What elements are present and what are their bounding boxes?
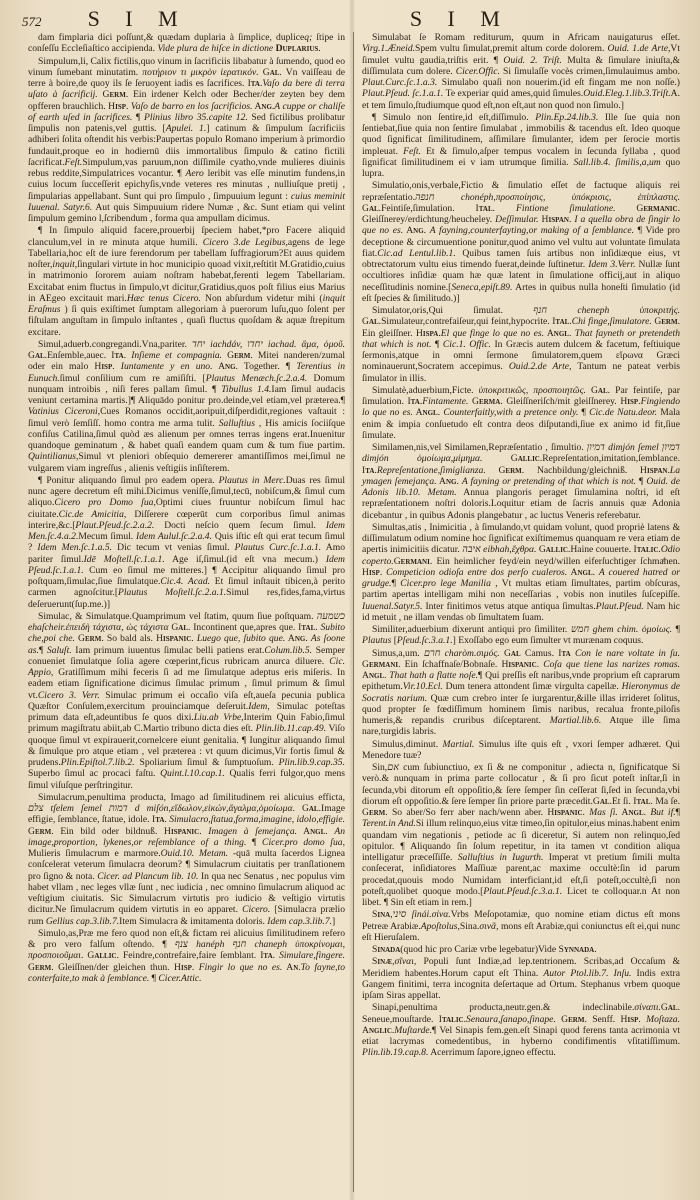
dictionary-entry: Simulatè,aduerbium,Ficte. ὑποκριτικῶς, προσποιητῶς. Gal. Par feintiſe, par ſimulation. Ita.Fintamente. Germa. Gleiſſneriſch/mit gleiſſnerey. Hisp.Fingiendo lo que no es. Angl. Counterfaitly,with a pretence only. ¶ Cic.de Natu.deor. Mala enim & impia conſuetudo eſt contra deos diſputandi,ſiue ex animo id fit,ſiue ſimulate.: [362, 384, 681, 441]
dictionary-entry: Sinada(quod hic pro Cariæ vrbe legebatur)Vide Synnada.: [372, 944, 597, 955]
dictionary-entry: Simulac, & Simulatque.Quamprimum vel ſtatim, quum ſiue poſtquam. כשמעה ehaſcheir.ἐπειδὴ τάχιστα, ὡς τάχιστα Gal. Incontinent que,apres que. Ital. Subito che,poi che. Germ. So bald als. Hispanic. Luego que, ſubito que. Ang. As ſoone as.¶ Saluſt. Iam primum iuuentus ſimulac belli patiens erat.Colum.lib.5. Semper conueniet ſimulatque ſolia agere cœperint,ficus rubricam anurca diluere. Cic. Appio, Gratiſſimum mihi feceris ſi ad me ſimulatque adeptus eris miſeris. In eadem etiam ſignificatione dicimus ſimulac primum , ſimul primum & ſimul vt.Cicero 3. Verr. Simulac primum ei occaſio viſa eſt,aueſa pecunia publica Quæſtor Conſulem,exercitum prouinciamque deſeruit.Idem, Simulac poteſtas primum data eſt,adeuntibus ſe quos dixi.Liu.ab Vrbe,Interim Quin Fabio,ſimul primum magiſtratu abiit,ab C.Martio tribuno dicta dies eſt. Plin.lib.11.cap.49. Viſo quoque ſimul vt expirauerit,cornelcere eiunt genitalia. ¶ Iungitur aliquando ſimul & ſimulque pro atque etiam , vel præterea : vt quum dicimus,Vir fortis ſimul & prudens.Plin.Epiſtol.7.lib.2. Spoliarium ſimul & ſumptuoſum. Plin.lib.9.cap.35. Superbo ſimul ac procaci faſtu. Quint.l.10.cap.1. Qualis ferri fulgor,quo mens ſimul viſuſque perſtringitur.: [28, 610, 346, 791]
dictionary-entry: ¶ Ponitur aliquando ſimul pro eadem opera. Plautus in Merc.Duas res ſimul nunc agere decretum eſt mihi.Dicimus veniſſe,ſimul,tecū, nobiſcum,& ſimul cum aliquo.Cicero pro Domo ſua,Optimi ciues fruuntur nobiſcum ſimul hac ciuitate.Cic.de Amicitia, Diſſerere cœperūt cum corporibus ſimul animas interire,&c.[Plaut.Pſeud.ſc.2.a.2. Docti neſcio quem ſecum ſimul. Idem Men.ſc.4.a.2.Mecum ſimul. Idem Aulul.ſc.2.a.4. Quis iſtic eſt qui erat tecum ſimul ? Idem Men.ſc.1.a.5. Dic tecum vt venias ſimul. Plautus Curc.ſc.1.a.1. Amo pariter ſimul.Idē Moſtell.ſc.1.a.1. Age iſ,ſimul.(id eſt vna mecum.) Idem Pſeud.ſc.1.a.1. Cum eo ſimul me mitteres.] ¶ Accipitur aliquando ſimul pro poſtquam,ſimulac,ſiue ſimulatque.Cic.4. Acad. Et ſimul inſtauit tibicen,à perito carmen agnoſcitur.[Plautus Moſtell.ſc.2.a.1.Simul res,fides,fama,virtus deſeruerunt(ſup.me.)]: [28, 474, 345, 610]
dictionary-entry: Simulabat ſe Romam rediturum, quum in Africam nauigaturus eſſet. Virg.1.Æneid.Spem vultu ſimulat,premit altum corde dolorem. Ouid. 1.de Arte,Vt ſimulet vultu gaudia,triſtis erit. ¶ Ouid. 2. Triſt. Multa & ſimulare iniuſta,& diſſimulata cum dolere. Cicer.Offic. Si ſimulaſſe vocès crimen,ſimulauimus ambo. Plaut.Curc.ſc.1.a.3. Simulabo quaſi non nouerim.(id eſt fingam me non noſſe.) Plaut.Pſeud. ſc.1.a.1. Te experiar quid ames,quid ſimules.Ouid.Eleg.1.lib.3.Triſt.A. et tem ſimulo,ſtudiumque quod eſt,non eſt,aut non quod non ſimulo.]: [362, 32, 681, 111]
running-head-right: S I M: [409, 6, 510, 31]
running-head-left: S I M: [87, 6, 188, 31]
left-column: [22, 32, 354, 1192]
dictionary-entry: dam fimplaria dici poſſunt,& quædam duplaria à ſimplice, dupliceq; ſtipe in conſeſſu Eccleſiaſtico accipienda. Vide plura de hiſce in dictione Duplarius.: [28, 32, 345, 55]
dictionary-entry: Sin,אם cum ſubiunctiuo, ex ſi & ne componitur , adiecta n, ſignificatque Si verò.& nunquam in prima parte collocatur , & ſi pro ſicut poteſt inſtar,ſi in ſecunda,vbi ditorum eſt oppoſitio,& ſere ſemper ſin ceſſerat ſi,ſed in ſecunda,vbi diorum eſt oppoſitio.& ſere ſemper ſin priore parte præcedit.Gal.Et ſi. Ital. Ma ſe. Germ. So aber/So ferr aber nach/wenn aber. Hispanic. Mas ſi. Angl. But if.¶ Terent.in And.Si illum relinquo,eius vitæ timeo,ſin opitulor,eius minas.habent enim quandam vim negationis , petiode ac ſi diceretur, Si autem non relinquo,ſed opitulor. ¶ Aliquando ſin ſolum repetitur, in ita tamen vt condition aliqua intelligatur præceſſiſſe. Salluſtius in Iugurth. Imperat vt pretium ſimili multa conſecerat, inſidiatores Maſſiuæ parent,ac maxime occultè:ſin id parum procedat,quouis modo Numidam interficiant,id eſt,ſi poteſt,occultè,ſi non poteſt,quolibet quoque modo.[Plaut.Pſeud.ſc.3.a.1. Licet te colloquar.n At non libet. ¶ Sin eſt etiam in rem.]: [362, 762, 681, 908]
dictionary-entry: Simulacrum,penultima producta, Imago ad ſimilitudinem rei alicuius efficta, צלם tſelem ſemel דמות d miſón,εἴδωλον,εἰκών,ἄγαλμα,ὁμοίωμα. Gal.Image effigie, ſemblance, ſtatue, idole. Ita. Simulacro,ſtatua,forma,imagine, idolo,effigie. Germ. Ein bild oder bildnuß. Hispanic. Imagen à ſemejança. Angl. An image,proportion, lykenes,or reſemblance of a thing. ¶ Cicer.pro domo ſua, Mulieris ſimulacrum e marmore.Ouid.10. Metam. -quā multa ſacerdos Lignea conſcelerat veterum ſimulacra deorum? ¶ Simulacrum ciuitatis per tranſlationem pro ſigno & nota. Cicer. ad Plancum lib. 10. In qua nec Senatus , nec populus vim habet vllam , nec leges vllæ ſunt , nec iudicia , nec omnino ſimulacrum aliquod ac veſtigium ciuitatis. Sic Simulacrum virtutis pro iudicio & veſtigio virtutis dicitur.Ne ſimulacrum quidem virtutis in eo apparet. Cicero. [Simulacra prælio rum Gellius cap.3.lib.7.Item Simulacra & imitamenta doloris. Idem cap.3.lib.7.]: [28, 791, 346, 927]
page-number: 572: [22, 14, 42, 29]
dictionary-entry: Sina,סיני ſinái.σίνα.Vrbs Meſopotamiæ, quo nomine etiam dictus eſt mons Petreæ Arabiæ.Apoſtolus,Sina.σινᾶ, mons eſt Arabiæ,qui coniunctus eſt ei,qui nunc eſt Hieruſalem.: [362, 909, 680, 943]
dictionary-entry: Sinæ,σῖναι, Populi ſunt Indiæ,ad lep.tentrionem. Scribas,ad Occaſum & Meridiem habentes.Horum caput eſt Thina. Autor Ptol.lib.7. Inſu. Indis extra Gangem finitimi, terra incognita deſertaque ad Ortum. Stephanus vrbem quoque ipſam Siras appellat.: [362, 956, 681, 1001]
two-column-body: [22, 32, 686, 1192]
dictionary-entry: Simpulum,li, Calix fictilis,quo vinum in ſacrificiis libabatur à ſumendo, quod eo vinum ſumebant minutatim. ποτήριον τι μικρὸν ἱερατικόν. Gal. Vn vaiſſeau de terre à boire,de quoy ils ſe ſeruoyent iadis es ſacrifices. Ita.Vaſo da bere di terra uſato à ſacrificij. Germ. Ein irdener Kelch oder Becher/der zeyten bey dem opfferen brauchlich. Hisp. Vaſo de barro en los ſacrificios. Ang.A cuppe or chaliſe of earth uſed in ſacrifices. ¶ Plinius libro 35.capite 12. Sed fictilibus prolibatur ſimpulis non patenis,vel guttis. [Apulei. 1.] catinum & ſimpulum ſacrificiis adhiberi ſolita oſtendit his verbis:Paupertas populo Romano imperium à primordio fundauit,proque eo in hodiernū diis immortalibus ſimpulo & catino fictili ſacrificat.Feſt.Simpulum,vas paruum,non diſſimile cyatho,vnde mulieres diuinis rebus reddite,Simpulatrices vocantur. ¶ Aero leribit vas eſſe minutim fundens,in cuius locum ſucceſſerit epichyſis,vnde veteres res minutas , nulliuſque pretij , ſimpularias appellabant. Sunt qui pro ſimpulo , ſimpuuium legunt : cuius meminit Iuuenal. Satyr.6. Aut quis Simpuuium ridere Numæ , &c. Sunt etiam qui velint ſimpulum gemino l,ſcribendum , forma qua ampullam dicimus.: [28, 55, 345, 224]
dictionary-entry: Simulo,as,Præ me fero quod non eſt,& fictam rei alicuius ſimilitudinem refero & pro vero falſum oſtendo. ¶ צנף hanéph חנף chaneph ὑποκρίνομαι, προσποιοῦμαι. Gallic. Feindre,contrefaire,faire ſemblant. Ita. Simulare,fingere. Germ. Gleiſſnen/der gleichen thun. Hisp. Fingir lo que no es. An.To fayne,to conterfaite,to mak à ſemblance. ¶ Cicer.Attic.: [28, 927, 346, 984]
dictionary-entry: Sinapi,penultima producta,neutr.gen.& indeclinabile.σίναπι.Gal. Seneue,mouſtarde. Italic.Senaura,ſanapo,ſinape. Germ. Senff. Hisp. Moſtaza. Anglic.Muſtarde.¶ Vel Sinapis fem.gen.eſt Sinapi quod ferens tanta acrimonia vt etiat lacrymas comedentibus, in hyberno condifimentis vſitatiſſimum. Plin.lib.19.cap.8. Acerrimum ſapore,igneo effectu.: [362, 1002, 680, 1059]
right-column: [354, 32, 686, 1192]
dictionary-entry: Simulator,oris,Qui ſimulat. חנף cheneph ὑποκριτής. Gal.Simulateur,contrefaiſeur,qui feint,hypocrite. Ital.Chi finge,ſimulatore. Germ. Ein gleiſſner. Hispa.El que finge lo que no es. Angl. That fayneth or pretendeth that which is not. ¶ Cic.1. Offic. In Græcis autem dulcem & facetum, feſtiuique ſermonis,atque in omni ſermone ſimulatorem,quem εἴρωνα Græci nominauerunt,Socratem accepimus. Ouid.2.de Arte, Tantum ne pateat verbis ſimulator in illis.: [362, 305, 681, 384]
dictionary-entry: ¶ In ſimpulo aliquid facere,prouerbij ſpeciem habet,*pro Facere aliquid clanculum,vel in re minuta atque humili. Cicero 3.de Legibus,agens de lege Tabellaria,hoc eſt de iure ferendorum per tabellam ſuffragiorum?Et auus quidem noſter,inquit,ſingulari virtute in hoc municipio quoad vixit,reſtitit M.Gratidio,cuius in matrimonio ſororem auiam noſtram habebat,ferenti legem Tabellariam. Excitabat enim fluctus in ſimpulo,vt dicitur,Gratidius,quos poſt filius eius Marius in AEgeo excitauit mari.Hæc tenus Cicero. Non abſurdum videtur mihi (inquit Eraſmus ) ſi quis exiſtimet ſumptam allegoriam à puerorum luſu,quo ſolent per fiſtulam anguſtam in ſimpulo inſtantes , quaſi fluctus quoſdam & aquæ ſtrepitum excitare.: [28, 225, 346, 338]
dictionary-entry: Similiter,aduerbium dixerunt antiqui pro ſimiliter. חמש ghem chim. ὁμοίως. ¶ Plautus [Pſeud.ſc.3.a.1.] Exoſſabo ego eum ſimulter vt murænam coquus.: [362, 624, 680, 647]
dictionary-entry: Simultas,atis , Inimicitia , à ſimulando,vt quidam volunt, quod propriè latens & diſſimulatum odium nomine hoc ſignificat exiſtimemus quanquam re vera etiam de apertis inimicitiis dicatur. איבה eibhah,ἔχθρα. Gallic.Haine couuerte. Italic.Odio coperto.Germani. Ein heimlicher feyd/ein neyd/willen eiferſuchtiger ſchmaͤhen. Hisp. Competicion odioſa entre dos perſo cualeros. Angl. A couered hatred or grudge.¶ Cicer.pro lege Manilia , Vt multas etiam ſimultates, partim obſcuras, partim apertas intelligam mihi non neceſſarias , vobis non inutiles ſuſcepiſſe. Iuuenal.Satyr.5. Inter finitimos vetus atque antiqua ſimultas.Plaut.Pſeud. Nam hic id metuit , ne illam vendas ob ſimultatem ſuam.: [362, 521, 681, 623]
dictionary-entry: Simul,aduerb.congregandi.Vna,pariter. יחד iachdáv, יחדו iachad. ἅμα, ὁμοῦ. Gal.Enſemble,auec. Ita. Inſieme et compagnia. Germ. Mitei nanderen/zumal oder ein malo Hisp. Iuntamente y en uno. Ang. Together. ¶ Terentius in Eunuch.ſimul conſilium cum re amiſiſti. [Plautus Menæch.ſc.2.a.4. Domum nunquam introibis , niſi feres pallam ſimul. ¶ Tibullus 1.4.Iam ſimul audacis veniunt certamina martis.]¶ Aliquādo ponitur pro.deinde,vel etiam,vel præterea.¶ Vatinius Ciceroni,Cues Romanos occidit,aoripuit,diſperdidit,regiones vaſtauit : ſimul verò ſemſiſſ. homo contra me arma tulit. Salluſtius , His amicis ſociiſque confiſus Catilina,ſimul quòd æs alienum per omnes terras ingens erat.Inuenitur quandoque geminatum , & habet quaſi eandem quam cum & tum fiue partim. Quintilianus,Simul vt pleniori obſequio demererer amantiſſimos mei,ſimul ne vulgarem viam ingreſſus , alienis veſtigiis inſiſterem.: [28, 338, 346, 474]
dictionary-entry: Simus,a,um. חרם charòm.σιμός. Gal Camus. Ita Con le nare voltate in ſu. Germani. Ein ſchaffnaſe/Bobnaſe. Hispanic. Coſa que tiene las narizes romas. Angl. That hath a flatte noſe.¶ Qui preſſis eſt naribus,vnde proprium eſt caprarum epithetum.Vir.10.Ecl. Dum tenera attondent ſimæ virgulta capellæ. Hieronymus de Socratis narium. Quæ cum crebro inter ſe iurgarentur,&ille illas irrideret ſolitus, quod propter ſe fœdiſſimum hominem ſimis naribus, recalua fronte,piloſis humeris,& repandis cruribus diſceptarent. Martial.lib.6. Atque ille ſima nare,turgidis labris.: [362, 647, 681, 738]
dictionary-entry: Simulatio,onis,verbale,Fictio & ſimulatio eſſet de factuque aliquis rei repræſentatio.חנפה chonéph,προσποίησις, ὑπόκρισις, ἐπίπλαστις. Gal.Feintiſe,ſimulation. Ital. Fintione ſimulatione. Germanic. Gleiſſnerey/erdichtung/heucheley. Deſſimular. Hispan. I a quella obra de ſingir lo que no es. Ang. A fayning,counterfayting,or making of a ſemblance. ¶ Vide pro deceptione & circumuentione ponitur,quod animo vel vultu aut voluntate ſimulata fiat.Cic.ad Lentul.lib.1. Quibus tamen ſuis artibus non inſidiæque eius, vt obtrectatorum vultu eius timendo fuerat,deinde ſuſtinetur. Idem 3.Verr. Nullæ ſunt occultiores inſidiæ quam hæ quæ latent in ſimulatione officij,aut in aliquo neceſſitudinis nomine.[Seneca,epiſt.89. Artes in quibus nulla honeſti ſimulatio (id eſt ſpecies & ſimilitudo.)]: [362, 180, 681, 304]
dictionary-entry: ¶ Simulo non ſentire,id eſt,diſſimulo. Plin.Ep.24.lib.3. Ille ſue quia non ſentiebat,ſiue quia non ſentire ſimulabat , immobilis & tacendus eſt. Ideo quoque quod ſignificat ſimilitudinem, aſſimilare ſimulanter, idem per ſerocie mortis impleuat. Feſt. Et & ſimulo,aſper tempus vocalem in ſecunda ſyllaba , quod ſignificat ſimilitudinem ei v iam utrumque ſimilia. Sall.lib.4. ſimilis,a,um quo lupra.: [362, 111, 680, 179]
dictionary-entry: Similamen,nis,vel Similamen,Repræſentatio , ſimultio. דמיון dimjón ſemel דמיון dimjón ὁμοίωμα,μίμημα. Gallic.Repreſentation,imitation,ſemblance. Ita.Repreſentatione,ſimiglianza. Germ. Nachbildung/gleichniß. Hispan.La ymagen ſemejança. Ang. A fayning or pretending of that which is not. ¶ Ouid. de Adonis lib.10. Metam. Annua plangoris peraget ſimulamina noſtri, id eſt repræſentationem noſtri doloris.Loquitur etiam de ſacris annuis quæ Adonia dicebantur , in quibus Adonis plangebatur , ac luctus Veneris referebatur.: [362, 442, 681, 521]
dictionary-entry: Simulus,diminut. Martial. Simulus iſte quis eſt , vxori ſemper adhæret. Qui Menedore tuæ?: [362, 738, 680, 761]
page-header: [22, 6, 686, 32]
